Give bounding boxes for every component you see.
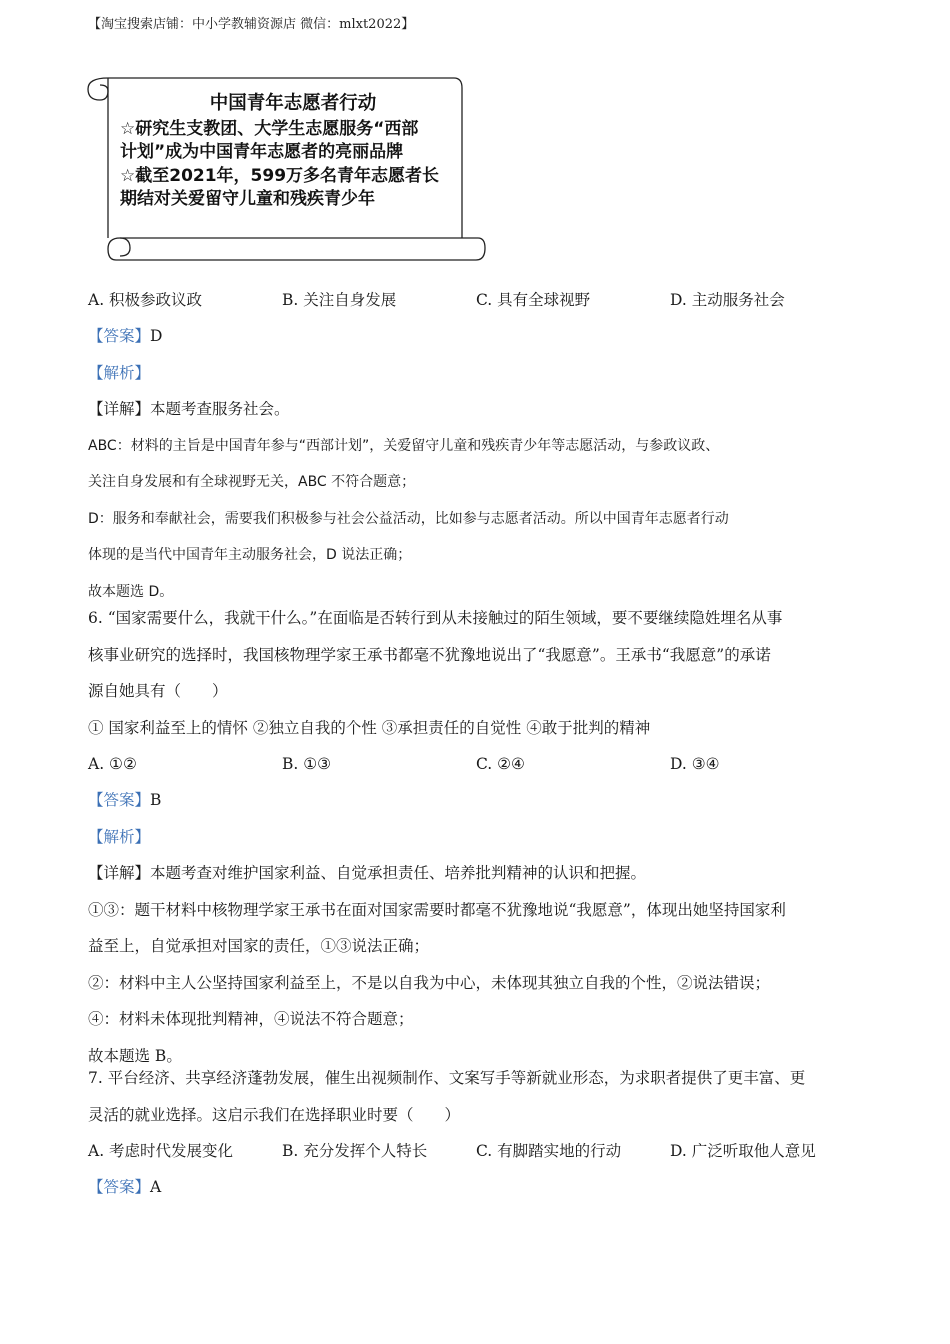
q6-explanation: 益至上，自觉承担对国家的责任，①③说法正确；: [88, 937, 430, 955]
scroll-line: 计划”成为中国青年志愿者的亮丽品牌: [120, 142, 404, 162]
answer-label: 【答案】: [88, 327, 151, 345]
q6-stem: 源自她具有（ ）: [88, 682, 228, 700]
q6-option-c: C. ②④: [476, 755, 525, 773]
q5-option-b: B. 关注自身发展: [282, 291, 397, 309]
q5-explanation: ABC：材料的主旨是中国青年参与“西部计划”，关爱留守儿童和残疾青少年等志愿活动，与参政议政、: [88, 437, 720, 454]
page-header: 【淘宝搜索店铺：中小学教辅资源店 微信：mlxt2022】: [88, 17, 415, 32]
answer-label: 【答案】: [88, 791, 151, 809]
scroll-line: 期结对关爱留守儿童和残疾青少年: [120, 189, 375, 209]
q7-stem: 灵活的就业选择。这启示我们在选择职业时要（ ）: [88, 1105, 461, 1124]
question-5-section: [88, 282, 868, 610]
q7-option-b: B. 充分发挥个人特长: [282, 1142, 428, 1160]
q5-options: [88, 282, 868, 318]
q6-analysis-label: 【解析】: [88, 827, 151, 846]
q6-option-b: B. ①③: [282, 755, 332, 773]
q7-options: [88, 1133, 868, 1169]
q6-options: [88, 746, 868, 782]
q6-explanation: ①③：题干材料中核物理学家王承书在面对国家需要时都毫不犹豫地说“我愿意”，体现出她坚持国家利: [88, 900, 786, 919]
q5-detail: 【详解】本题考查服务社会。: [88, 400, 290, 418]
q6-option-d: D. ③④: [670, 755, 720, 773]
answer-value: D: [150, 327, 163, 345]
scroll-title: 中国青年志愿者行动: [209, 93, 377, 114]
answer-value: A: [150, 1178, 162, 1196]
scroll-text: [120, 92, 466, 212]
q5-answer: [88, 318, 868, 355]
q7-option-c: C. 有脚踏实地的行动: [476, 1142, 622, 1160]
q7-answer: [88, 1169, 868, 1206]
q5-option-d: D. 主动服务社会: [670, 291, 785, 309]
q6-stem: 核事业研究的选择时，我国核物理学家王承书都毫不犹豫地说出了“我愿意”。王承书“我愿意”的承诺: [88, 645, 771, 664]
q6-detail: 【详解】本题考查对维护国家利益、自觉承担责任、培养批判精神的认识和把握。: [88, 864, 647, 882]
q6-option-a: A. ①②: [88, 755, 137, 773]
q6-answer: [88, 782, 868, 819]
q5-conclusion: 故本题选 D。: [88, 583, 174, 600]
scroll-material: [86, 76, 488, 264]
q5-explanation: 体现的是当代中国青年主动服务社会，D 说法正确；: [88, 547, 412, 563]
q5-explanation: 关注自身发展和有全球视野无关，ABC 不符合题意；: [88, 474, 416, 490]
question-7-section: [88, 1060, 868, 1206]
q5-explanation: D：服务和奉献社会，需要我们积极参与社会公益活动，比如参与志愿者活动。所以中国青年志愿者行动: [88, 510, 729, 527]
scroll-line: ☆研究生支教团、大学生志愿服务“西部: [120, 118, 419, 139]
q7-option-d: D. 广泛听取他人意见: [670, 1142, 816, 1160]
q6-items: ① 国家利益至上的情怀 ②独立自我的个性 ③承担责任的自觉性 ④敢于批判的精神: [88, 718, 651, 737]
q5-option-c: C. 具有全球视野: [476, 291, 591, 309]
q6-stem: 6. “国家需要什么，我就干什么。”在面临是否转行到从未接触过的陌生领域，要不要继续隐姓埋名从事: [88, 609, 783, 627]
q6-explanation: ②：材料中主人公坚持国家利益至上，不是以自我为中心，未体现其独立自我的个性，②说法错误；: [88, 973, 771, 992]
q5-analysis-label: 【解析】: [88, 363, 151, 382]
answer-label: 【答案】: [88, 1178, 151, 1196]
answer-value: B: [150, 791, 162, 809]
q7-stem: 7. 平台经济、共享经济蓬勃发展，催生出视频制作、文案写手等新就业形态，为求职者提供了更丰富、更: [88, 1069, 806, 1087]
q7-option-a: A. 考虑时代发展变化: [88, 1142, 234, 1160]
q5-option-a: A. 积极参政议政: [88, 291, 203, 309]
scroll-line: ☆截至2021年，599万多名青年志愿者长: [120, 165, 440, 186]
q6-conclusion: 故本题选 B。: [88, 1046, 182, 1065]
q6-explanation: ④：材料未体现批判精神，④说法不符合题意；: [88, 1010, 414, 1028]
question-6-section: [88, 600, 868, 1074]
